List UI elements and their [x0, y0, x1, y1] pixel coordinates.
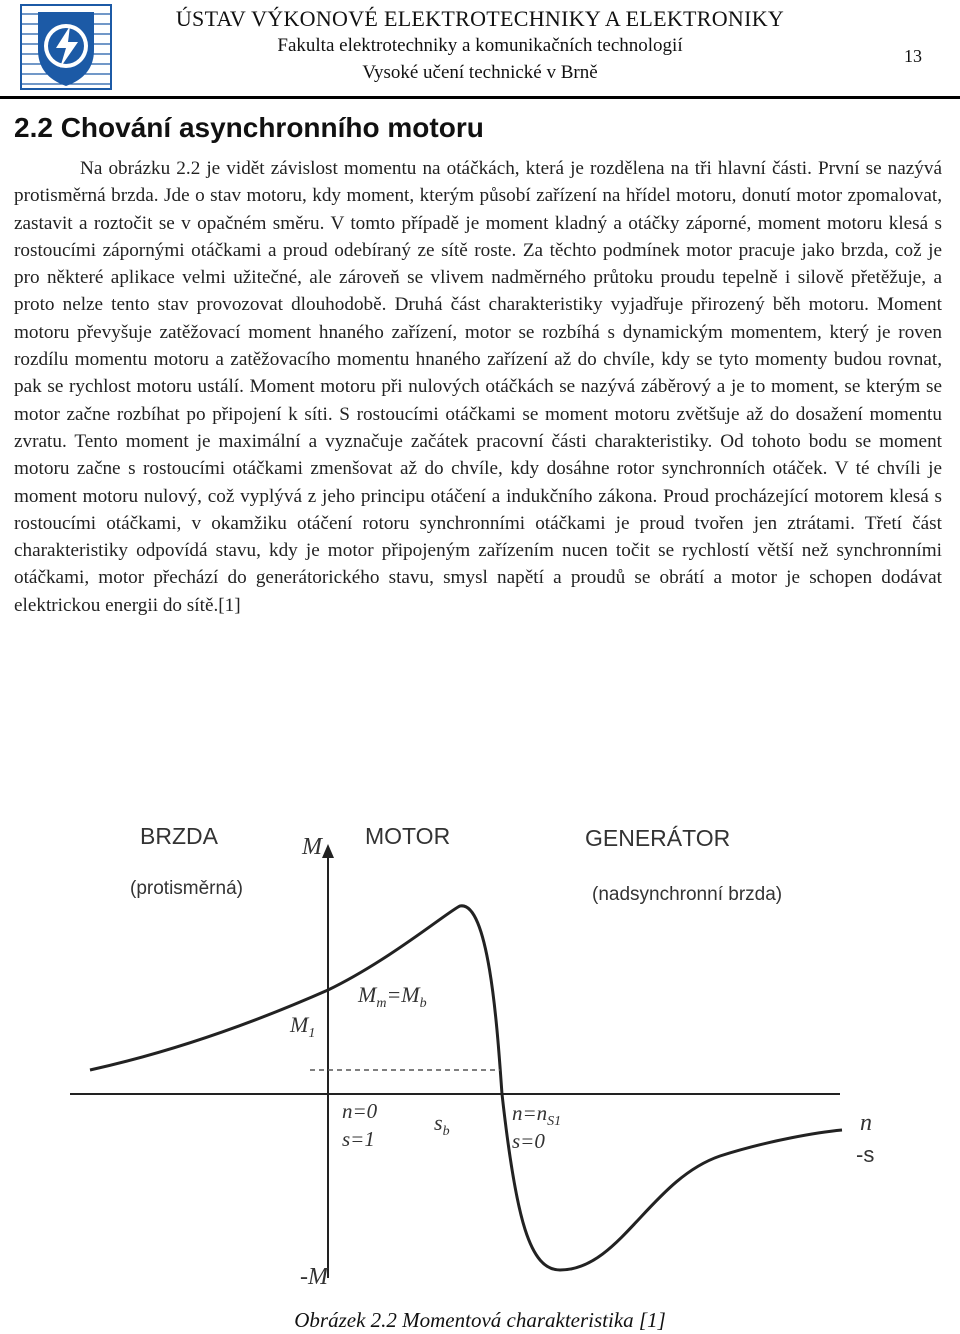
x-axis-s-label: -s	[856, 1142, 875, 1167]
region-brake-sub-label: (protisměrná)	[130, 878, 243, 899]
region-generator-label: GENERÁTOR	[585, 825, 731, 851]
header-institute: ÚSTAV VÝKONOVÉ ELEKTROTECHNIKY A ELEKTRONIKY	[175, 6, 785, 31]
region-generator-sub-label: (nadsynchronní brzda)	[592, 884, 783, 905]
m1-label: $M_1$	[290, 1012, 316, 1041]
ns1-label: $n=n_{S1}$	[512, 1101, 562, 1129]
s0-label: s=0	[512, 1129, 545, 1153]
region-brake-label: BRZDA	[140, 823, 218, 849]
header-university: Vysoké učení technické v Brně	[362, 62, 598, 83]
header-faculty: Fakulta elektrotechniky a komunikačních technologií	[277, 35, 683, 56]
mm-mb-label: $M_m=M_b$	[358, 982, 427, 1011]
header-rule	[0, 96, 960, 99]
x-axis-n-label: n	[860, 1110, 872, 1136]
sb-label: $s_b$	[434, 1110, 450, 1139]
n0-label: n=0	[342, 1099, 378, 1123]
section-title: 2.2 Chování asynchronního motoru	[14, 112, 484, 143]
y-axis-top-label: M	[302, 834, 322, 860]
university-logo	[20, 4, 112, 90]
section-paragraph: Na obrázku 2.2 je vidět závislost momentu na otáčkách, která je rozdělena na tři hlavní části. První se nazývá protisměrná brzda. Jde o stav motoru, kdy moment, kterým působí zařízení na hřídel motoru, donutí motor zpomalovat, zastavit a roztočit se v opačném směru. V tomto případě je moment kladný a otáčky záporné, moment motoru klesá s rostoucími zápornými otáčkami a proud odebíraný ze sítě roste. Za těchto podmínek motor pracuje jako brzda, což je pro některé aplikace velmi užitečné, ale zároveň se vlivem nadměrného průtoku proudu tepelně i silově přetěžuje, a proto nelze tento stav provozovat dlouhodobě. Druhá část charakteristiky vyjadřuje přirozený běh motoru. Moment motoru převyšuje zatěžovací moment hnaného zařízení, motor se rozbíhá s dynamickým momentem, který je roven rozdílu momentu motoru a zatěžovacího momentu hnaného zařízení až do chvíle, kdy se tyto momenty budou rovnat, pak se rychlost motoru ustálí. Moment motoru při nulových otáčkách se nazývá záběrový a je to moment, se kterým se motor začne rozbíhat po připojení k síti. S rostoucími otáčkami se moment motoru zvětšuje až do dosažení momentu zvratu. Tento moment je maximální a vyznačuje začátek pracovní části charakteristiky. Od tohoto bodu se moment motoru začne s rostoucími otáčkami zmenšovat až do chvíle, kdy dosáhne rotor synchronních otáček. V té chvíli je moment motoru nulový, což vyplývá z jeho principu otáčení a indukčního zákona. Proud procházející motorem klesá s rostoucími otáčkami, v okamžiku otáčení rotoru synchronními otáčkami je proud tvořen jen ztrátami. Třetí část charakteristiky odpovídá stavu, kdy je motor připojeným zařízením nucen točit se rychlostí větší než synchronními otáčkami, motor přechází do generátorického stavu, smysl napětí a proudů se obrátí a motor je schopen dodávat elektrickou energii do sítě.[1]	[14, 158, 942, 616]
torque-curve	[90, 906, 842, 1270]
page-number: 13	[904, 46, 922, 66]
torque-characteristic-diagram	[60, 800, 920, 1300]
figure-caption: Obrázek 2.2 Momentová charakteristika [1]	[294, 1308, 666, 1332]
y-axis-arrow-icon	[322, 844, 334, 858]
s1-label: s=1	[342, 1127, 375, 1151]
region-motor-label: MOTOR	[365, 823, 451, 849]
y-axis-bottom-label: -M	[300, 1264, 328, 1290]
